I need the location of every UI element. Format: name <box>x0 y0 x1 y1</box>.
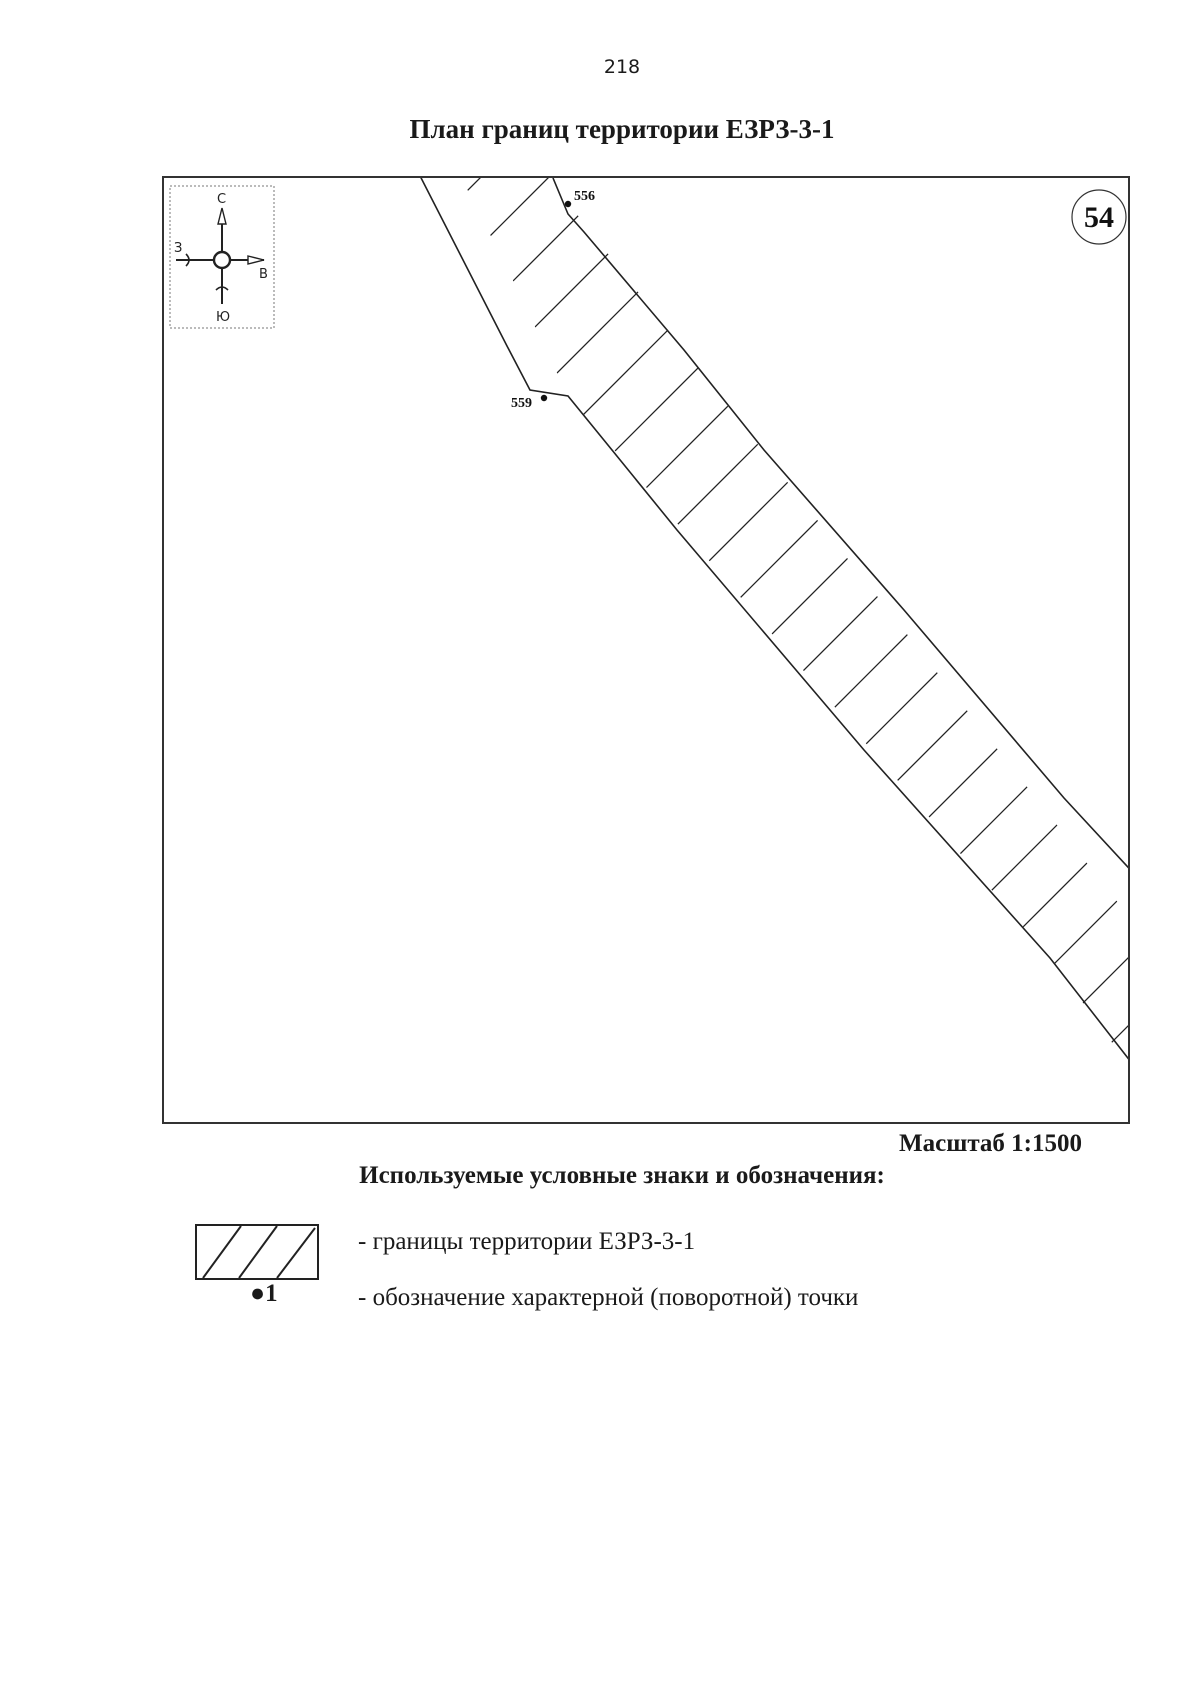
hatch-line <box>570 404 1128 1122</box>
hatch-line <box>672 506 1128 1122</box>
hatch-line <box>774 608 1128 1122</box>
hatch-line <box>196 178 1036 870</box>
boundary-point-label-556: 556 <box>574 189 595 204</box>
hatch-line <box>1046 880 1128 1122</box>
plan-title: План границ территории ЕЗРЗ-3-1 <box>409 114 835 144</box>
compass-rose <box>170 186 274 328</box>
hatch-line <box>164 178 798 632</box>
hatch-line <box>164 178 1002 836</box>
legend-item-point: - обозначение характерной (поворотной) точки <box>358 1284 859 1311</box>
hatch-line <box>876 710 1128 1122</box>
hatch-line <box>164 178 934 768</box>
hatch-line <box>978 812 1128 1122</box>
hatch-line <box>740 574 1128 1122</box>
map-frame <box>162 176 1130 1124</box>
boundary-point-556 <box>565 201 571 207</box>
sheet-number: 54 <box>1084 201 1114 234</box>
hatch-line <box>842 676 1128 1122</box>
hatch-line <box>164 178 968 802</box>
compass-north-label: С <box>217 192 227 207</box>
hatch-line <box>164 178 832 666</box>
north-arrow-icon <box>218 208 226 224</box>
hatch-line <box>1114 948 1128 1122</box>
hatch-line <box>1080 914 1128 1122</box>
hatch-line <box>434 268 1128 1108</box>
hatch-line <box>944 778 1128 1122</box>
compass-east-label: В <box>259 267 268 282</box>
map-drawing <box>164 178 1128 1122</box>
hatch-line <box>164 178 764 598</box>
page-number: 218 <box>603 56 641 78</box>
hatch-line <box>400 234 1128 1074</box>
hatch-line <box>366 200 1128 1040</box>
legend-title: Используемые условные знаки и обозначения: <box>359 1162 885 1189</box>
compass-south-label: Ю <box>216 310 231 325</box>
hatch-line <box>164 178 900 734</box>
hatch-line <box>536 370 1128 1122</box>
compass-west-label: З <box>174 241 183 256</box>
hatch-line <box>230 178 1070 904</box>
sheet-number-badge <box>1072 190 1126 244</box>
territory-boundary-right <box>553 178 1128 878</box>
territory-hatched-area <box>164 178 1128 1122</box>
hatch-line <box>298 178 1128 972</box>
hatch-line <box>164 178 866 700</box>
hatch-line <box>264 178 1104 938</box>
hatch-line <box>910 744 1128 1122</box>
hatch-line <box>468 302 1128 1122</box>
scale-label: Масштаб 1:1500 <box>899 1130 1082 1157</box>
legend-point-symbol: ●1 <box>250 1280 278 1307</box>
boundary-point-label-559: 559 <box>511 396 532 411</box>
hatch-line <box>808 642 1128 1122</box>
boundary-point-559 <box>541 395 547 401</box>
hatch-line <box>502 336 1128 1122</box>
east-arrow-icon <box>248 256 264 264</box>
legend-hatch-symbol <box>195 1224 319 1280</box>
hatch-line <box>706 540 1128 1122</box>
territory-boundary-left <box>416 178 1128 1071</box>
legend-item-boundary: - границы территории ЕЗРЗ-3-1 <box>358 1228 696 1255</box>
